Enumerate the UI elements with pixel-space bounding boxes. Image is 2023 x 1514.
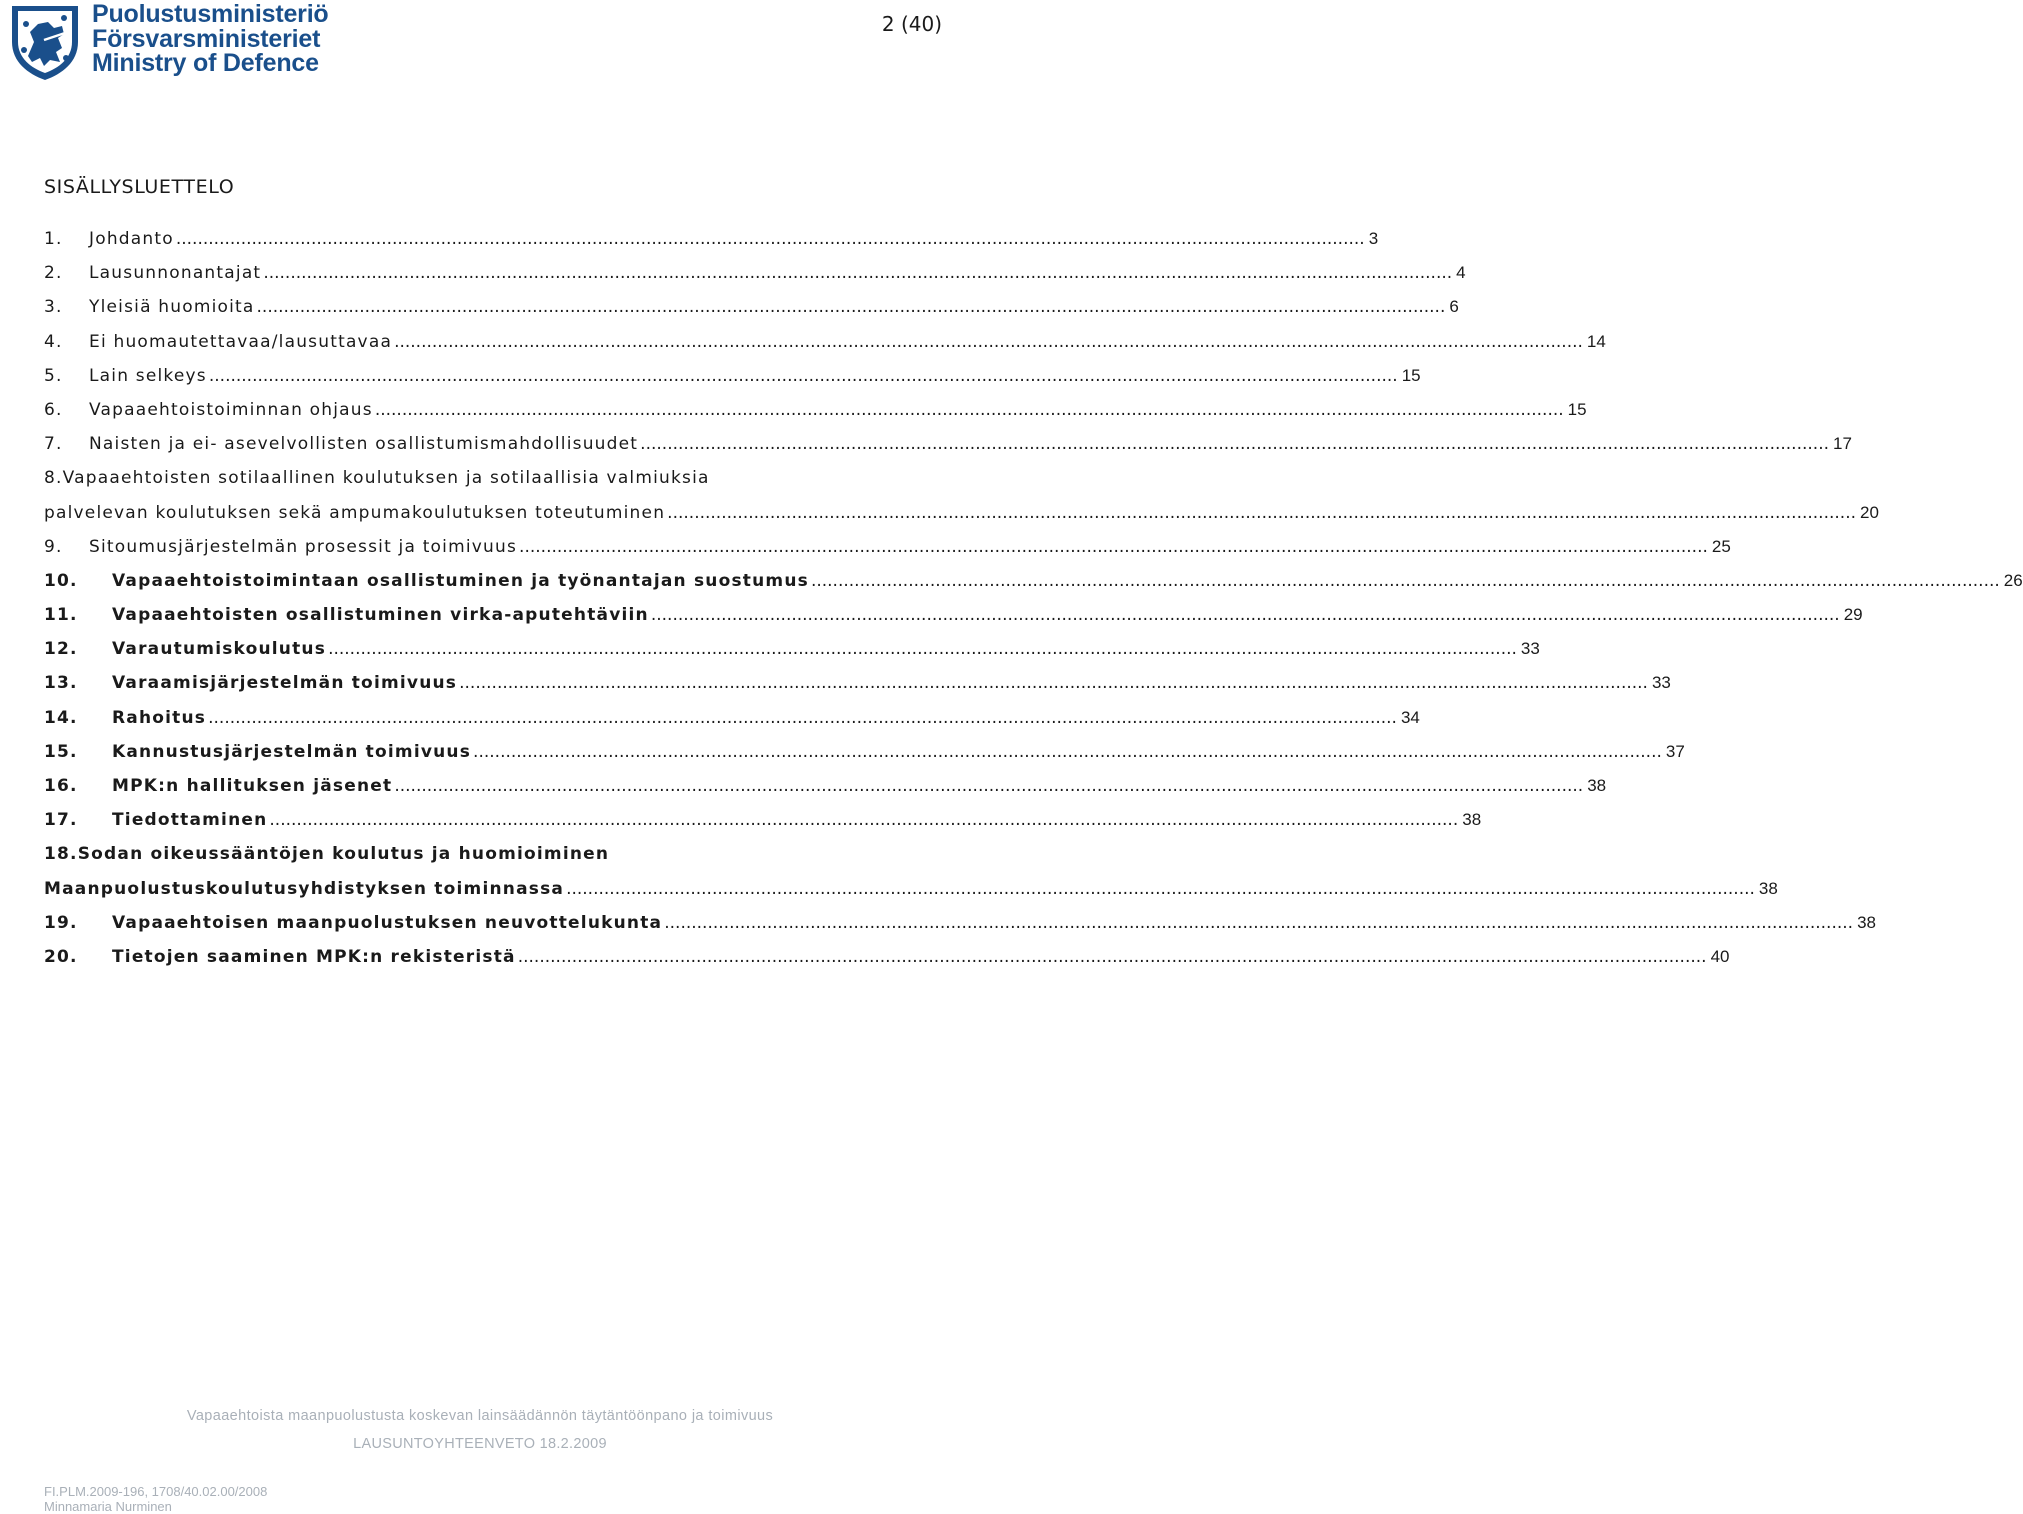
toc-entry-label: Tietojen saaminen MPK:n rekisteristä xyxy=(112,946,516,967)
toc-entry-page: 38 xyxy=(1758,878,1778,898)
toc-leader-dots: ............................................................................................................................................................................................................................ xyxy=(473,741,1662,762)
toc-entry-line xyxy=(44,393,1587,427)
toc-leader-dots: ............................................................................................................................................................................................................................ xyxy=(517,946,1707,967)
toc-entry-first-line xyxy=(44,461,900,495)
toc-entry[interactable] xyxy=(44,564,2023,598)
toc-entry[interactable] xyxy=(44,735,1685,769)
toc-entry-number: 16. xyxy=(44,776,78,797)
toc-title: SISÄLLYSLUETTELO xyxy=(44,176,235,198)
ministry-name-fi: Puolustusministeriö xyxy=(92,0,329,28)
toc-entry-label: Vapaaehtoisen maanpuolustuksen neuvottelukunta xyxy=(112,912,663,933)
toc-entry-line xyxy=(44,598,1863,632)
toc-entry-number: 20. xyxy=(44,946,78,967)
toc-leader-dots: ............................................................................................................................................................................................................................ xyxy=(640,434,1830,455)
toc-entry-label: MPK:n hallituksen jäsenet xyxy=(112,776,393,797)
toc-entry[interactable] xyxy=(44,940,1730,974)
toc-entry-label-continued: Maanpuolustuskoulutusyhdistyksen toiminnassa xyxy=(44,878,565,899)
toc-leader-dots: ............................................................................................................................................................................................................................ xyxy=(263,263,1453,284)
toc-entry-page: 15 xyxy=(1401,365,1421,385)
toc-entry[interactable] xyxy=(44,837,1778,905)
page-number: 2 (40) xyxy=(881,12,942,36)
toc-entry-page: 38 xyxy=(1587,776,1607,796)
toc-entry-number: 9. xyxy=(44,536,63,557)
toc-entry-second-line xyxy=(44,496,1879,530)
toc-entry-number: 4. xyxy=(44,331,63,352)
toc-entry-page: 29 xyxy=(1843,605,1863,625)
toc-entry-number: 1. xyxy=(44,229,63,249)
toc-entry-label: Vapaaehtoisten sotilaallinen koulutuksen ja sotilaallisia valmiuksia xyxy=(62,468,710,489)
toc-entry-label: Rahoitus xyxy=(112,707,207,728)
toc-entry-page: 17 xyxy=(1833,434,1852,454)
toc-entry-number: 11. xyxy=(44,605,78,626)
toc-entry-line xyxy=(44,222,1379,256)
toc-entry-page: 33 xyxy=(1651,673,1671,693)
toc-entry-label: Vapaaehtoistoiminnan ohjaus xyxy=(89,399,373,420)
toc-entry-number: 2. xyxy=(44,263,63,284)
toc-entry[interactable] xyxy=(44,222,1379,256)
toc-leader-dots: ............................................................................................................................................................................................................................ xyxy=(810,570,2000,591)
toc-entry[interactable] xyxy=(44,598,1863,632)
toc-entry-number: 13. xyxy=(44,673,78,694)
toc-entry-line xyxy=(44,530,1731,564)
toc-entry-number: 8. xyxy=(44,468,63,489)
toc-entry[interactable] xyxy=(44,393,1587,427)
ministry-name xyxy=(92,2,329,76)
toc-leader-dots: ............................................................................................................................................................................................................................ xyxy=(394,776,1584,797)
toc-entry[interactable] xyxy=(44,359,1421,393)
toc-entry[interactable] xyxy=(44,530,1731,564)
ministry-name-en: Ministry of Defence xyxy=(92,49,319,77)
toc-leader-dots: ............................................................................................................................................................................................................................ xyxy=(664,912,1854,933)
toc-leader-dots: ............................................................................................................................................................................................................................ xyxy=(667,502,1857,523)
toc-entry[interactable] xyxy=(44,325,1606,359)
toc-entry-label: Sodan oikeussääntöjen koulutus ja huomioiminen xyxy=(77,844,610,865)
toc-entry-page: 38 xyxy=(1462,810,1482,830)
toc-entry[interactable] xyxy=(44,632,1540,666)
toc-leader-dots: ............................................................................................................................................................................................................................ xyxy=(459,673,1648,694)
toc-leader-dots: ............................................................................................................................................................................................................................ xyxy=(566,878,1755,899)
toc-entry-label: Ei huomautettavaa/lausuttavaa xyxy=(89,331,393,352)
toc-entry[interactable] xyxy=(44,461,1879,529)
toc-entry-number: 12. xyxy=(44,639,78,660)
ministry-name-sv: Försvarsministeriet xyxy=(92,24,321,53)
footer-title: Vapaaehtoista maanpuolustusta koskevan lainsäädännön täytäntöönpano ja toimivuus xyxy=(186,1408,774,1424)
toc-entry-page: 14 xyxy=(1586,331,1606,351)
toc-entry-number: 6. xyxy=(44,399,63,420)
toc-leader-dots: ............................................................................................................................................................................................................................ xyxy=(650,605,1840,626)
toc-entry[interactable] xyxy=(44,803,1482,837)
toc-entry-number: 19. xyxy=(44,912,78,933)
toc-entry-number: 5. xyxy=(44,365,63,386)
toc-entry-label: Lausunnonantajat xyxy=(89,263,262,284)
toc-leader-dots: ............................................................................................................................................................................................................................ xyxy=(175,229,1365,249)
toc-leader-dots: ............................................................................................................................................................................................................................ xyxy=(269,810,1459,831)
toc-entry-number: 18. xyxy=(44,844,78,865)
toc-entry-number: 17. xyxy=(44,810,78,831)
toc-entry-page: 6 xyxy=(1449,297,1459,317)
toc-entry-number: 7. xyxy=(44,434,63,455)
table-of-contents xyxy=(44,222,2023,974)
toc-entry-page: 38 xyxy=(1857,912,1876,932)
document-reference: FI.PLM.2009-196, 1708/40.02.00/2008 xyxy=(44,1484,268,1499)
toc-entry-line xyxy=(44,564,2023,598)
toc-entry-line xyxy=(44,940,1730,974)
page-header xyxy=(0,0,960,90)
toc-leader-dots: ............................................................................................................................................................................................................................ xyxy=(256,297,1446,318)
toc-leader-dots: ............................................................................................................................................................................................................................ xyxy=(519,536,1708,557)
footer-subtitle: LAUSUNTOYHTEENVETO 18.2.2009 xyxy=(353,1436,607,1452)
toc-entry-page: 33 xyxy=(1520,639,1540,659)
toc-entry-line xyxy=(44,359,1421,393)
toc-leader-dots: ............................................................................................................................................................................................................................ xyxy=(394,331,1583,352)
toc-entry-line xyxy=(44,803,1482,837)
toc-entry[interactable] xyxy=(44,666,1671,700)
toc-entry-label: Lain selkeys xyxy=(89,365,207,386)
toc-entry[interactable] xyxy=(44,906,1876,940)
toc-entry-number: 3. xyxy=(44,297,63,318)
toc-entry-label: Tiedottaminen xyxy=(112,810,268,831)
toc-entry-label: Naisten ja ei- asevelvollisten osallistumismahdollisuudet xyxy=(89,434,639,455)
toc-entry-label: Vapaaehtoisten osallistuminen virka-aputehtäviin xyxy=(112,605,649,626)
author-name: Minnamaria Nurminen xyxy=(44,1499,172,1514)
toc-entry-line xyxy=(44,701,1420,735)
toc-entry-page: 3 xyxy=(1368,229,1379,248)
toc-entry-number: 10. xyxy=(44,570,78,591)
toc-entry-line xyxy=(44,769,1607,803)
toc-entry[interactable] xyxy=(44,769,1607,803)
toc-entry-page: 37 xyxy=(1665,741,1685,761)
toc-leader-dots: ............................................................................................................................................................................................................................ xyxy=(374,399,1564,420)
toc-entry-line xyxy=(44,906,1876,940)
toc-entry-label: Vapaaehtoistoimintaan osallistuminen ja työnantajan suostumus xyxy=(112,570,809,591)
toc-entry-label-continued: palvelevan koulutuksen sekä ampumakoulutuksen toteutuminen xyxy=(44,502,666,523)
toc-entry-page: 26 xyxy=(2003,570,2023,590)
toc-entry[interactable] xyxy=(44,256,1466,290)
toc-entry-second-line xyxy=(44,872,1778,906)
toc-leader-dots: ............................................................................................................................................................................................................................ xyxy=(328,639,1517,660)
toc-entry[interactable] xyxy=(44,290,1459,324)
toc-entry-line xyxy=(44,632,1540,666)
toc-entry-line xyxy=(44,735,1685,769)
toc-leader-dots: ............................................................................................................................................................................................................................ xyxy=(208,707,1397,728)
toc-entry-first-line xyxy=(44,837,900,871)
toc-entry-page: 25 xyxy=(1711,536,1731,556)
toc-entry-label: Varautumiskoulutus xyxy=(112,639,327,660)
toc-entry-page: 15 xyxy=(1567,399,1587,419)
toc-entry-page: 34 xyxy=(1400,707,1420,727)
toc-entry-label: Varaamisjärjestelmän toimivuus xyxy=(112,673,458,694)
toc-entry-line xyxy=(44,256,1466,290)
toc-entry[interactable] xyxy=(44,427,1852,461)
toc-entry-label: Kannustusjärjestelmän toimivuus xyxy=(112,741,472,762)
toc-entry-line xyxy=(44,666,1671,700)
toc-entry[interactable] xyxy=(44,701,1420,735)
toc-entry-page: 20 xyxy=(1860,502,1879,522)
toc-entry-page: 4 xyxy=(1456,263,1466,283)
toc-entry-label: Johdanto xyxy=(89,229,174,249)
toc-leader-dots: ............................................................................................................................................................................................................................ xyxy=(208,365,1398,386)
toc-entry-line xyxy=(44,427,1852,461)
toc-entry-number: 14. xyxy=(44,707,78,728)
toc-entry-label: Sitoumusjärjestelmän prosessit ja toimivuus xyxy=(89,536,518,557)
lion-coat-of-arms-icon xyxy=(4,2,86,82)
toc-entry-line xyxy=(44,325,1606,359)
toc-entry-label: Yleisiä huomioita xyxy=(89,297,255,318)
toc-entry-line xyxy=(44,290,1459,324)
toc-entry-number: 15. xyxy=(44,741,78,762)
toc-entry-page: 40 xyxy=(1710,946,1730,966)
